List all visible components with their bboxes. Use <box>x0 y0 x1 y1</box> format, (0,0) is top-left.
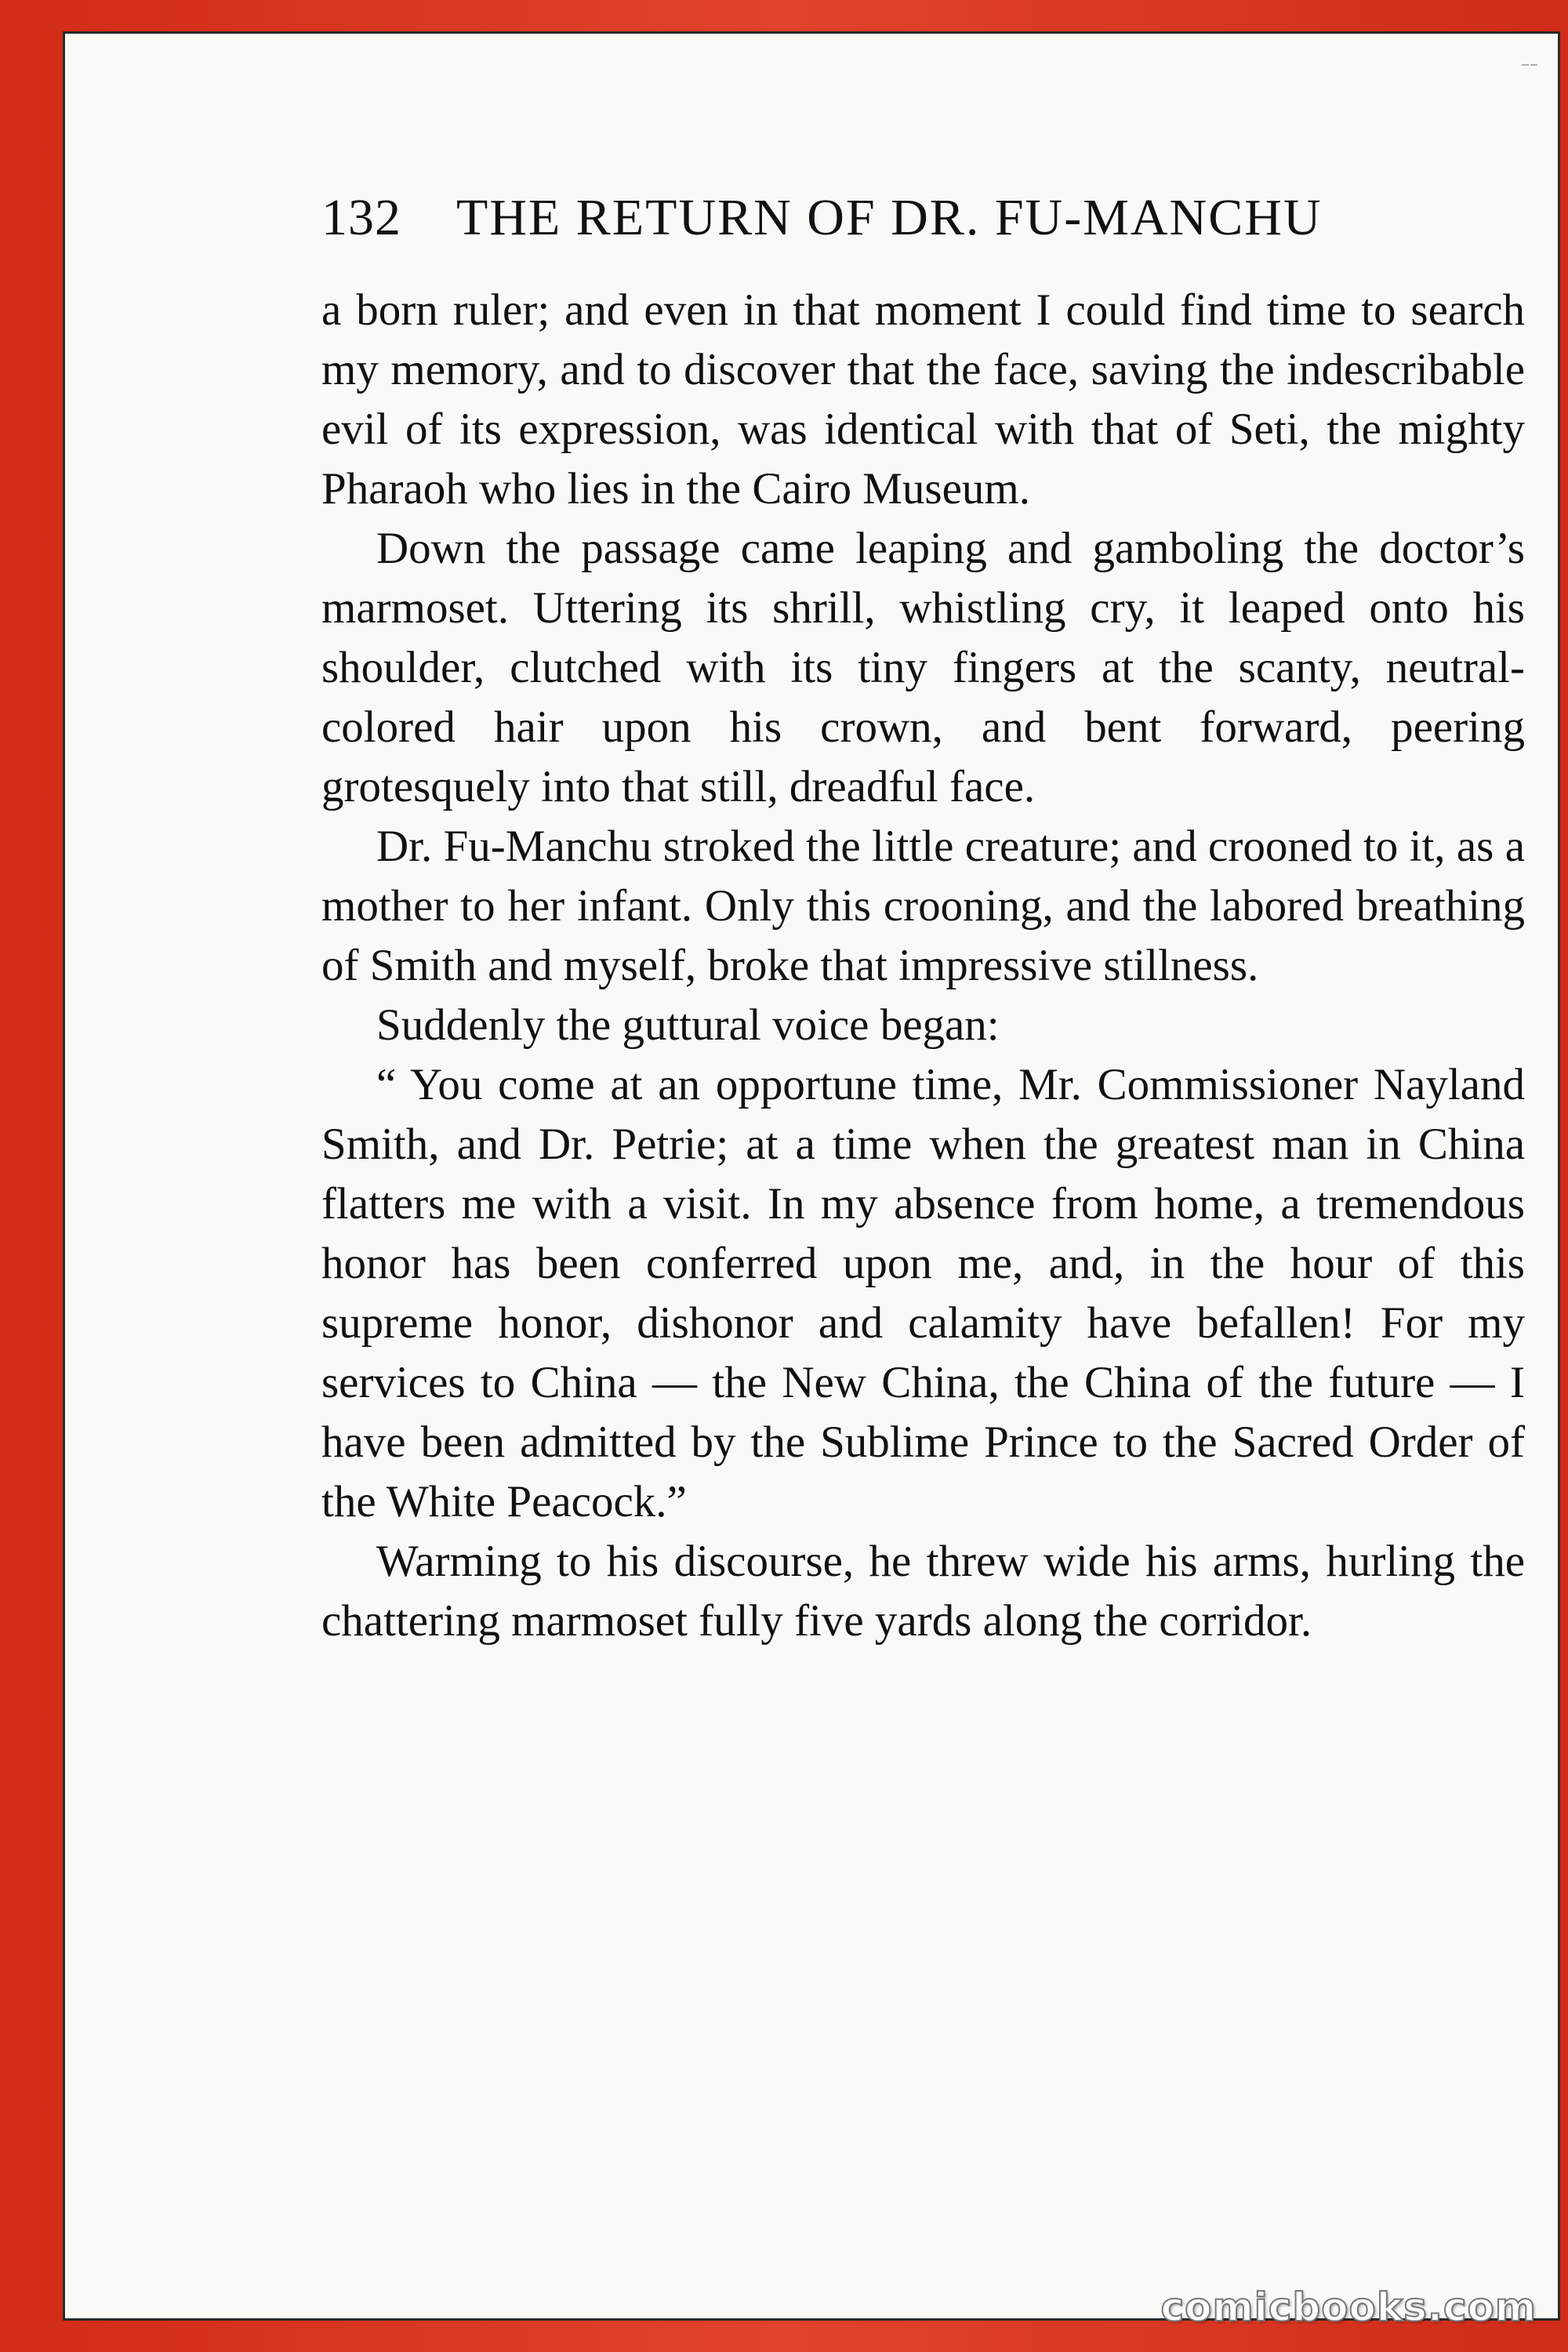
paragraph: Suddenly the guttural voice began: <box>376 1000 1000 1050</box>
body-text <box>321 281 1525 1651</box>
paragraph: Warming to his discourse, he threw wide his arms, hurling the chattering marmoset fully five yards along the corridor. <box>321 1537 1525 1646</box>
running-head <box>321 188 1525 248</box>
corner-mark: –– <box>1521 55 1538 74</box>
paragraph: “ You come at an opportune time, Mr. Commissioner Nayland Smith, and Dr. Petrie; at a time when the greatest man in China flatters me with a visit. In my absence from home, a tremendous honor has been conferred upon me, and, in the hour of this supreme honor, dishonor and calamity have befallen! For my services to China — the New China, the China of the future — I have been admitted by the Sublime Prince to the Sacred Order of the White Peacock.” <box>321 1060 1525 1526</box>
paragraph: Down the passage came leaping and gamboling the doctor’s marmoset. Uttering its shrill, whistling cry, it leaped onto his shoulder, clutched with its tiny fingers at the scanty, neutral-colored hair upon his crown, and bent forward, peering grotesquely into that still, dreadful face. <box>321 524 1525 811</box>
book-title: THE RETURN OF DR. FU-MANCHU <box>456 189 1323 246</box>
site-watermark: comicbooks.com <box>1160 2285 1537 2330</box>
book-page <box>63 31 1560 2321</box>
page-number: 132 <box>321 189 401 246</box>
paragraph: Dr. Fu-Manchu stroked the little creature; and crooned to it, as a mother to her infant. Only this crooning, and the labored breathing of Smith and myself, broke that impressive stillness. <box>321 822 1525 990</box>
page-content <box>321 188 1525 1651</box>
paragraph: a born ruler; and even in that moment I could find time to search my memory, and to discover that the face, saving the indescribable evil of its expression, was identical with that of Seti, the mighty Pharaoh who lies in the Cairo Museum. <box>321 285 1525 514</box>
